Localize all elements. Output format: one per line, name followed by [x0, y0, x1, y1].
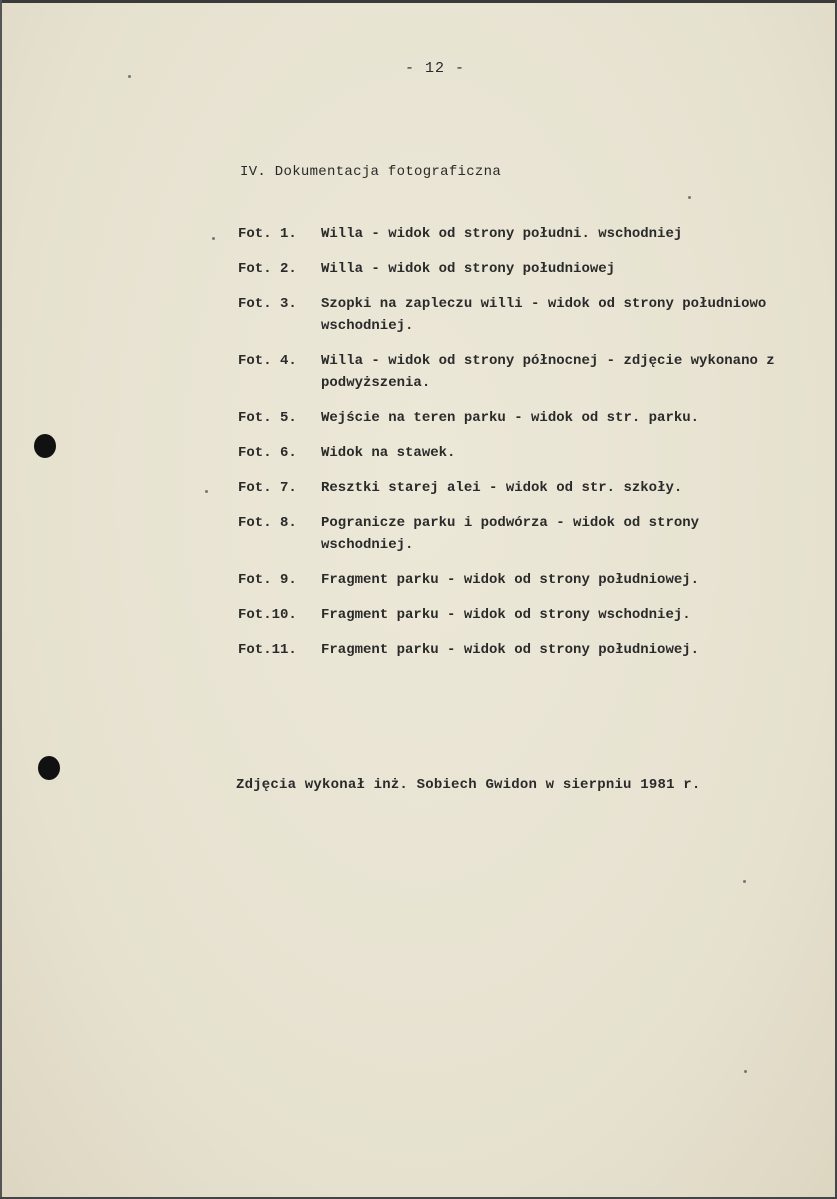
paper-speck	[744, 1070, 747, 1073]
punch-hole	[34, 434, 56, 458]
section-title: IV. Dokumentacja fotograficzna	[240, 164, 502, 180]
photo-description: Fragment parku - widok od strony południowej.	[321, 572, 700, 588]
photo-label: Fot.10.	[238, 607, 297, 623]
paper-speck	[688, 196, 691, 199]
footer-note: Zdjęcia wykonał inż. Sobiech Gwidon w sierpniu 1981 r.	[236, 777, 701, 793]
list-item	[238, 569, 798, 591]
list-item	[238, 477, 798, 499]
photo-label: Fot. 8.	[238, 515, 297, 531]
photo-description: Willa - widok od strony północnej - zdjęcie wykonano z podwyższenia.	[321, 353, 775, 391]
photo-description: Wejście na teren parku - widok od str. parku.	[321, 410, 700, 426]
list-item	[238, 604, 798, 626]
paper-speck	[743, 880, 746, 883]
scan-edge-top	[0, 0, 837, 3]
list-item	[238, 407, 798, 429]
photo-description: Willa - widok od strony południ. wschodniej	[321, 226, 683, 242]
page-number: - 12 -	[405, 60, 466, 77]
photo-description: Widok na stawek.	[321, 445, 456, 461]
list-item	[238, 223, 798, 245]
list-item	[238, 512, 798, 556]
paper-speck	[205, 490, 208, 493]
photo-description: Fragment parku - widok od strony wschodniej.	[321, 607, 691, 623]
punch-hole	[38, 756, 60, 780]
photo-description: Szopki na zapleczu willi - widok od strony południowo wschodniej.	[321, 296, 767, 334]
photo-label: Fot. 3.	[238, 296, 297, 312]
scan-edge-left	[0, 0, 2, 1199]
paper-speck	[128, 75, 131, 78]
photo-label: Fot. 7.	[238, 480, 297, 496]
paper-speck	[212, 237, 215, 240]
photo-label: Fot. 1.	[238, 226, 297, 242]
list-item	[238, 442, 798, 464]
photo-description: Fragment parku - widok od strony południowej.	[321, 642, 700, 658]
photo-label: Fot. 5.	[238, 410, 297, 426]
photo-label: Fot.11.	[238, 642, 297, 658]
list-item	[238, 258, 798, 280]
photo-list	[238, 223, 798, 674]
photo-description: Pogranicze parku i podwórza - widok od strony wschodniej.	[321, 515, 700, 553]
list-item	[238, 293, 798, 337]
photo-label: Fot. 9.	[238, 572, 297, 588]
photo-description: Willa - widok od strony południowej	[321, 261, 616, 277]
photo-label: Fot. 6.	[238, 445, 297, 461]
photo-label: Fot. 2.	[238, 261, 297, 277]
photo-description: Resztki starej alei - widok od str. szkoły.	[321, 480, 683, 496]
photo-label: Fot. 4.	[238, 353, 297, 369]
list-item	[238, 639, 798, 661]
list-item	[238, 350, 798, 394]
